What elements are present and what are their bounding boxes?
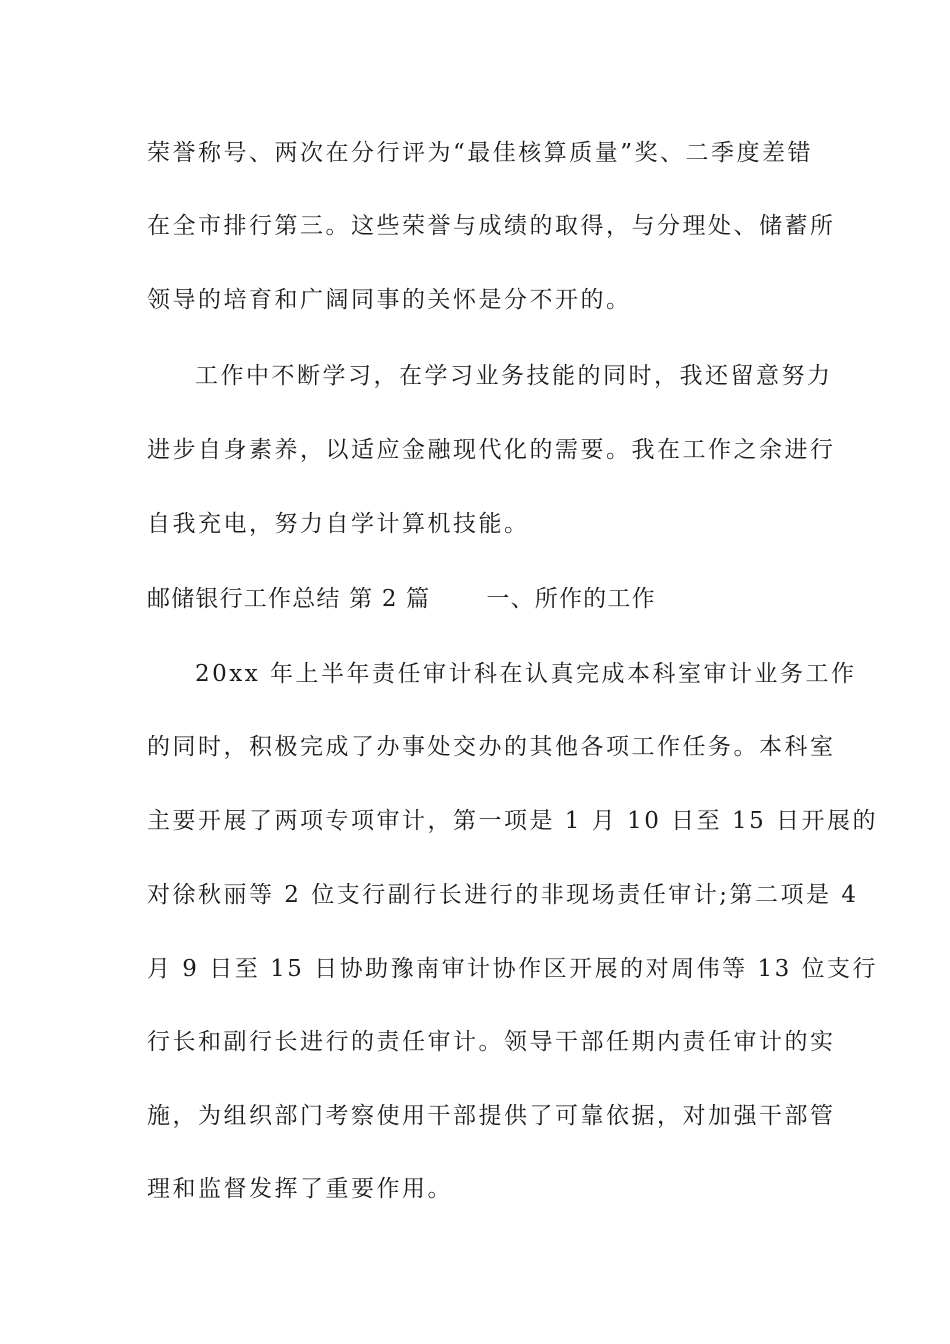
- heading-title: 邮储银行工作总结 第 2 篇: [147, 586, 431, 612]
- text-line: 进步自身素养，以适应金融现代化的需要。我在工作之余进行: [147, 437, 836, 463]
- section-heading: [147, 579, 807, 619]
- text-line: 理和监督发挥了重要作用。: [147, 1176, 453, 1202]
- text-line: 施，为组织部门考察使用干部提供了可靠依据，对加强干部管: [147, 1103, 836, 1129]
- text-line: 荣誉称号、两次在分行评为“最佳核算质量”奖、二季度差错: [147, 140, 814, 166]
- text-line: 主要开展了两项专项审计，第一项是 1 月 10 日至 15 日开展的: [147, 808, 879, 834]
- text-line: 行长和副行长进行的责任审计。领导干部任期内责任审计的实: [147, 1029, 836, 1055]
- text-line: 20xx 年上半年责任审计科在认真完成本科室审计业务工作: [195, 661, 857, 687]
- text-line: 工作中不断学习，在学习业务技能的同时，我还留意努力: [195, 363, 833, 389]
- text-line: 月 9 日至 15 日协助豫南审计协作区开展的对周伟等 13 位支行: [147, 956, 879, 982]
- text-line: 对徐秋丽等 2 位支行副行长进行的非现场责任审计;第二项是 4: [147, 882, 859, 908]
- heading-subtitle: 一、所作的工作: [486, 586, 656, 612]
- text-line: 的同时，积极完成了办事处交办的其他各项工作任务。本科室: [147, 734, 836, 760]
- text-line: 自我充电，努力自学计算机技能。: [147, 511, 530, 537]
- text-line: 在全市排行第三。这些荣誉与成绩的取得，与分理处、储蓄所: [147, 213, 836, 239]
- text-line: 领导的培育和广阔同事的关怀是分不开的。: [147, 287, 632, 313]
